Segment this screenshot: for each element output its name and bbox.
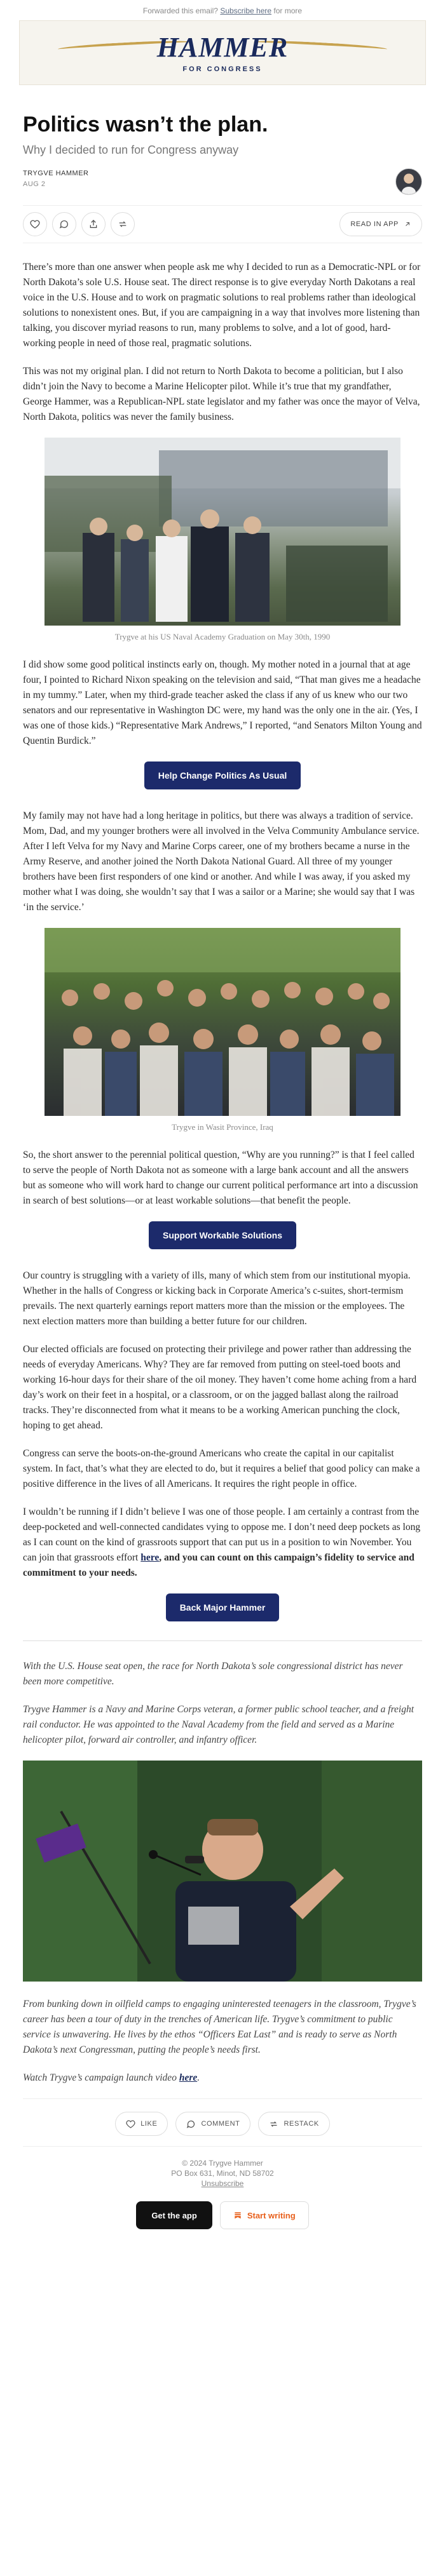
logo-name: HAMMER <box>156 32 289 63</box>
start-writing-label: Start writing <box>247 2210 296 2220</box>
restack-button[interactable] <box>111 212 135 236</box>
campaign-logo <box>20 34 425 73</box>
paragraph: There’s more than one answer when people ask me why I decided to run as a Democratic-NPL or for North Dakota’s sole U.S. House seat. The direct response is to give everyday North Dakotans a real voice in the U.S. House and to work on pragmatic solutions to real problems rather than ideological solutions to nonexistent ones. But, if you are campaigning in a way that involves more listening than talking, you discover myriad reasons to run, many problems to solve, and a lot of good, hard-working people in need of those real, pragmatic solutions. <box>23 262 421 349</box>
restack-icon <box>269 2119 278 2129</box>
subscribe-link[interactable]: Subscribe here <box>220 6 272 15</box>
back-major-hammer-button[interactable]: Back Major Hammer <box>166 1593 280 1621</box>
graduation-photo-illustration <box>44 438 400 626</box>
paragraph <box>23 1505 422 1581</box>
share-button[interactable] <box>81 212 106 236</box>
figure-caption: Trygve in Wasit Province, Iraq <box>172 1122 273 1132</box>
paragraph: This was not my original plan. I did not return to North Dakota to become a politician, but I also didn’t join the Navy to become a Marine Helicopter pilot. While it’s true that my grandfather, George Hammer, was a Republican-NPL state legislator and my father was once the mayor of Velva, North Dakota, politics was never the family business. <box>23 366 420 422</box>
paragraph-text: Watch Trygve’s campaign launch video <box>23 2072 177 2083</box>
forwarded-notice <box>0 0 445 20</box>
footer-actions <box>23 2112 422 2136</box>
divider <box>23 1640 422 1641</box>
substack-icon <box>233 2211 242 2220</box>
unsubscribe-link[interactable]: Unsubscribe <box>201 2179 244 2188</box>
author-avatar[interactable] <box>395 168 422 195</box>
launch-video-link[interactable]: here <box>179 2072 198 2083</box>
paragraph-italic <box>23 2070 422 2086</box>
read-in-app-button[interactable] <box>339 212 422 236</box>
comment-label: COMMENT <box>201 2120 240 2128</box>
paragraph-end: . <box>197 2072 200 2083</box>
like-button[interactable] <box>23 212 47 236</box>
paragraph: I did show some good political instincts early on, though. My mother noted in a journal that at age four, I pointed to Richard Nixon speaking on the television and said, “That man gives me a headache in my tummy.” Later, when my third-grade teacher asked the class if any of us knew who our two senators and our representative in Washington DC were, my hand was the only one in the air. (Yes, I was one of those kids.) “Representative Mark Andrews,” I reported, “and Senators Milton Young and Quentin Burdick.” <box>23 659 422 746</box>
paragraph: So, the short answer to the perennial political question, “Why are you running?” is that I feel called to serve the people of North Dakota not as someone with a large bank account and all the answers but as someone who will work hard to change our current political performance art into a discussion in search of best solutions—or at least workable solutions—that benefit the people. <box>23 1150 418 1206</box>
speech-photo[interactable] <box>23 1761 422 1982</box>
footer-divider <box>23 2098 422 2099</box>
paragraph-italic: With the U.S. House seat open, the race for North Dakota’s sole congressional district has never been more competitive. <box>23 1661 403 1687</box>
mailing-address: PO Box 631, Minot, ND 58702 <box>171 2169 274 2178</box>
paragraph-italic: From bunking down in oilfield camps to engaging uninterested teenagers in the classroom, Trygve’s career has been a tour of duty in the trenches of American life. Trygve’s commitment to public service is unwavering. He lives by the ethos “Officers Eat Last” and is ready to serve as North Dakota’s next Congressman, putting the people’s needs first. <box>23 1999 416 2055</box>
footer-like-button[interactable] <box>115 2112 168 2136</box>
paragraph-text: I wouldn’t be running if I didn’t believe I was one of those people. I am certainly a contrast from the deep-pocketed and well-connected candidates vying to oppose me. I don’t need deep pockets as long as I can count on the kind of grassroots support that can put us in a position to win November. You can join that grassroots effort <box>23 1506 421 1563</box>
figure-speech <box>23 1761 422 1982</box>
campaign-banner <box>19 20 426 85</box>
paragraph: My family may not have had a long heritage in politics, but there was always a tradition of service. Mom, Dad, and my younger brothers were all involved in the Velva Community Ambulance service. After I left Velva for my Navy and Marine Corps career, one of my brothers became a nurse in the Army Reserve, and another joined the North Dakota National Guard. All three of my younger brothers have been first responders of one kind or another. And while I was away, if you asked my mother what I was doing, she wouldn’t say that I was a sailor or a Marine; she would say that I was ‘in the service.’ <box>23 810 420 913</box>
copyright: © 2024 Trygve Hammer <box>182 2159 263 2168</box>
post-actions-bar <box>23 205 422 243</box>
forwarded-suffix: for more <box>273 6 303 15</box>
byline <box>23 168 422 195</box>
iraq-photo-illustration <box>44 928 400 1116</box>
start-writing-button[interactable] <box>220 2201 309 2229</box>
footer-restack-button[interactable] <box>258 2112 329 2136</box>
read-in-app-label: READ IN APP <box>350 220 399 228</box>
restack-label: RESTACK <box>284 2120 319 2128</box>
get-the-app-button[interactable]: Get the app <box>136 2201 212 2229</box>
figure-graduation <box>23 438 422 642</box>
paragraph: Our country is struggling with a variety of ills, many of which stem from our institutional myopia. Whether in the halls of Congress or kicking back in Corporate America’s c-suites, short-termism prevails. The next quarterly earnings report matters more than the mission or the employees. The next election matters more than building a better future for our children. <box>23 1270 411 1327</box>
help-change-politics-button[interactable]: Help Change Politics As Usual <box>144 761 301 789</box>
heart-icon <box>30 219 40 229</box>
iraq-photo[interactable] <box>44 928 400 1116</box>
logo-subtitle: FOR CONGRESS <box>182 65 263 73</box>
heart-icon <box>126 2119 135 2129</box>
footer-divider <box>23 2146 422 2147</box>
footer-comment-button[interactable] <box>175 2112 250 2136</box>
paragraph: Congress can serve the boots-on-the-ground Americans who create the capital in our capitalist system. In fact, that’s what they are elected to do, but it requires a belief that good policy can make a positive difference in the lives of all Americans. It requires the right people in office. <box>23 1448 420 1489</box>
graduation-photo[interactable] <box>44 438 400 626</box>
post-date: AUG 2 <box>23 180 46 188</box>
external-arrow-icon <box>404 220 411 228</box>
post-title: Politics wasn’t the plan. <box>23 112 268 137</box>
like-label: LIKE <box>140 2120 158 2128</box>
author-name[interactable]: TRYGVE HAMMER <box>23 170 89 177</box>
post-body <box>23 260 422 2086</box>
grassroots-link[interactable]: here <box>140 1552 160 1563</box>
figure-iraq <box>23 928 422 1132</box>
figure-caption: Trygve at his US Naval Academy Graduation on May 30th, 1990 <box>114 632 331 641</box>
support-workable-solutions-button[interactable]: Support Workable Solutions <box>149 1221 296 1249</box>
comment-button[interactable] <box>52 212 76 236</box>
paragraph: Our elected officials are focused on protecting their privilege and power rather than addressing the needs of everyday Americans. Why? They are far removed from putting on steel-toed boots and working 16-hour days for their share of the oil money. They haven’t come home aching from a hard day’s work on their feet in a hospital, or a classroom, or on the jagged ballast along the railroad tracks. They’re disconnected from what it means to be a working American punching the clock, hoping to get ahead. <box>23 1344 417 1431</box>
speech-photo-illustration <box>23 1761 422 1982</box>
footer-address <box>23 2158 422 2189</box>
forwarded-text: Forwarded this email? <box>142 6 218 15</box>
comment-icon <box>186 2119 196 2129</box>
comment-icon <box>59 219 69 229</box>
share-icon <box>88 219 99 229</box>
post-subtitle: Why I decided to run for Congress anyway <box>23 144 239 156</box>
paragraph-italic: Trygve Hammer is a Navy and Marine Corps veteran, a former public school teacher, and a freight rail conductor. He was appointed to the Naval Academy from the field and served as a Marine helicopter pilot, forward air controller, and infantry officer. <box>23 1704 414 1745</box>
app-buttons <box>23 2201 422 2229</box>
restack-icon <box>118 219 128 229</box>
paragraph-bold-text: , and you can count on this campaign’s fidelity to service and commitment to your needs. <box>23 1552 414 1578</box>
